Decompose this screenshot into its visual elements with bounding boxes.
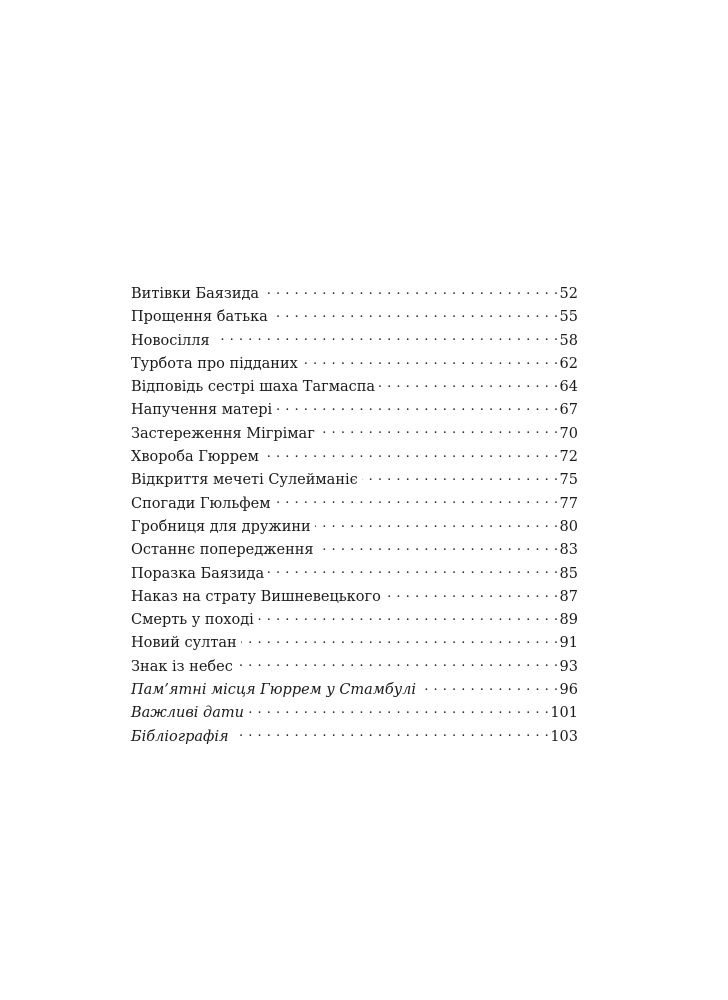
toc-entry-page: 64 [559,379,578,396]
toc-entry-page: 55 [559,309,578,326]
toc-entry [131,399,578,422]
toc-entry-title: Наказ на страту Вишневецького [131,588,381,605]
toc-entry-page: 75 [559,472,578,489]
toc-entry [131,353,578,376]
toc-entry [131,516,578,539]
toc-leader-dots [420,680,559,694]
toc-leader-dots [233,727,550,741]
toc-entry-page: 52 [559,286,578,302]
toc-entry-page: 58 [559,332,578,349]
toc-entry-page: 70 [559,425,578,442]
toc-entry-page: 77 [559,495,578,512]
toc-entry-title: Застереження Мігрімаг [131,425,315,442]
toc-entry-page: 91 [559,635,578,652]
toc-leader-dots [318,540,559,554]
toc-entry-page: 62 [559,355,578,372]
toc-entry-page: 67 [559,402,578,419]
toc-entry-title: Турбота про підданих [131,355,298,372]
toc-entry-page: 101 [550,705,578,722]
toc-leader-dots [274,494,558,508]
toc-entry-title: Гробниця для дружини [131,518,311,535]
toc-entry-title: Знак із небес [131,658,233,675]
toc-entry [131,469,578,492]
toc-entry-title: Смерть у поході [131,612,254,629]
toc-leader-dots [237,657,559,671]
toc-leader-dots [385,587,559,601]
toc-entry-title: Хвороба Гюррем [131,449,259,466]
toc-leader-dots [241,633,559,647]
toc-entry [131,702,578,725]
toc-entry [131,330,578,353]
toc-entry-title: Бібліографія [131,728,229,745]
toc-leader-dots [263,284,558,298]
toc-entry [131,283,578,306]
toc-entry-page: 89 [559,612,578,629]
toc-entry [131,586,578,609]
toc-entry [131,423,578,446]
toc-leader-dots [272,307,559,321]
toc-entry-title: Останнє попередження [131,542,314,559]
toc-entry [131,306,578,329]
toc-entry-title: Новий султан [131,635,237,652]
toc-entry-title: Пам’ятні місця Гюррем у Стамбулі [131,682,416,699]
toc-leader-dots [315,517,559,531]
toc-leader-dots [276,400,558,414]
toc-entry [131,656,578,679]
toc-leader-dots [379,377,559,391]
toc-leader-dots [302,354,559,368]
toc-entry-title: Поразка Баязида [131,565,265,582]
toc-entry [131,493,578,516]
toc-entry-page: 83 [559,542,578,559]
toc-leader-dots [248,703,549,717]
toc-leader-dots [214,331,559,345]
toc-entry-page: 85 [559,565,578,582]
toc-leader-dots [263,447,559,461]
toc-entry-title: Витівки Баязида [131,286,260,302]
toc-entry [131,376,578,399]
toc-entry-page: 72 [559,449,578,466]
toc-entry-page: 103 [550,728,578,745]
toc-entry-title: Напучення матері [131,402,273,419]
toc-entry [131,539,578,562]
toc-entry-page: 80 [559,518,578,535]
toc-entry [131,679,578,702]
toc-leader-dots [319,424,559,438]
toc-entry [131,563,578,586]
toc-entry-page: 87 [559,588,578,605]
toc-entry-title: Спогади Гюльфем [131,495,271,512]
toc-entry [131,446,578,469]
toc-entry-page: 93 [559,658,578,675]
toc-entry-title: Прощення батька [131,309,268,326]
toc-entry-title: Важливі дати [131,705,244,722]
table-of-contents [131,283,578,749]
toc-entry-title: Новосілля [131,332,210,349]
toc-entry [131,609,578,632]
toc-leader-dots [268,564,558,578]
toc-leader-dots [258,610,559,624]
toc-entry [131,726,578,749]
toc-leader-dots [362,470,559,484]
toc-entry-page: 96 [559,682,578,699]
toc-entry-title: Відповідь сестрі шаха Тагмаспа [131,379,376,396]
toc-entry-title: Відкриття мечеті Сулейманіє [131,472,358,489]
toc-entry [131,632,578,655]
